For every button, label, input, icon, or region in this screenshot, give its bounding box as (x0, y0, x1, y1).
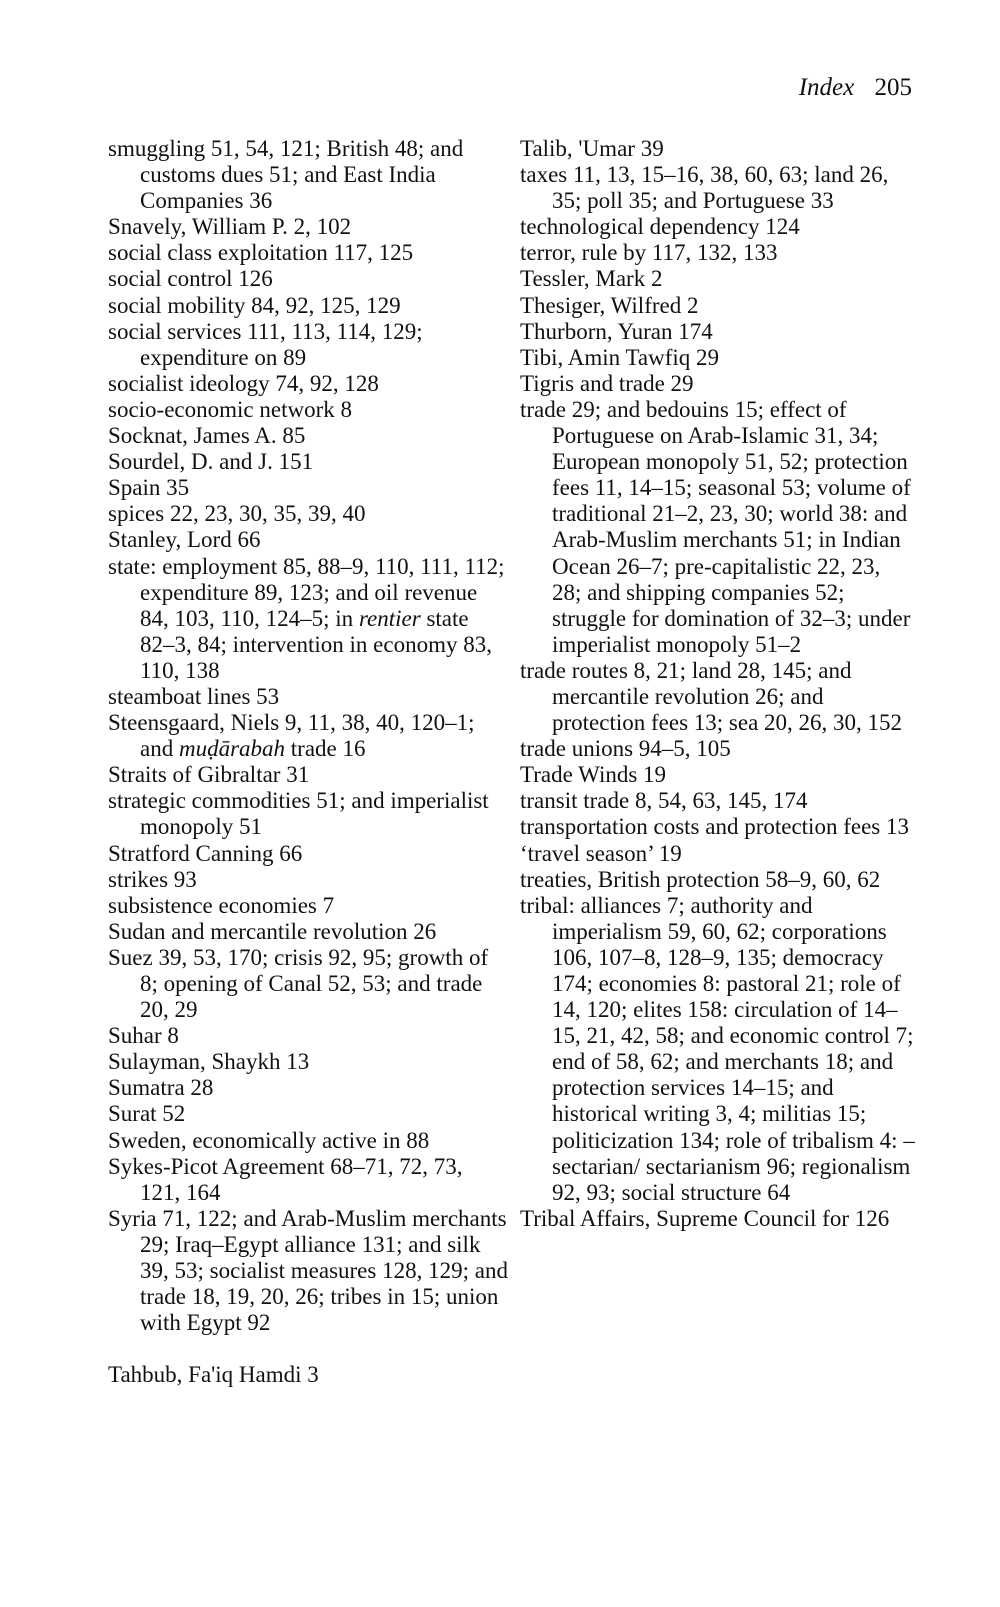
entry-text: Sulayman, Shaykh 13 (108, 1049, 310, 1075)
entry-text: taxes 11, 13, 15–16, 38, 60, 63; land 26, 35; poll 35; and Portuguese 33 (520, 162, 889, 214)
entry-text: Thurborn, Yuran 174 (520, 318, 713, 344)
index-entry (108, 867, 508, 893)
entry-text: Trade Winds 19 (520, 762, 667, 788)
entry-text: smuggling 51, 54, 121; British 48; and customs dues 51; and East India Companies 36 (108, 136, 464, 214)
index-entry (520, 867, 915, 893)
index-entry (520, 240, 915, 266)
index-entry (108, 266, 508, 292)
entry-text: Sykes-Picot Agreement 68–71, 72, 73, 121, 164 (108, 1153, 463, 1205)
index-entry (520, 162, 915, 214)
entry-text: Suhar 8 (108, 1023, 179, 1049)
index-entry (108, 1023, 508, 1049)
entry-text: Talib, 'Umar 39 (520, 136, 664, 161)
index-column-right (520, 136, 915, 1232)
index-entry (108, 319, 508, 371)
index-entry (108, 1049, 508, 1075)
index-entry (108, 1362, 508, 1388)
entry-text: Sourdel, D. and J. 151 (108, 449, 314, 475)
entry-text: social services 111, 113, 114, 129; expenditure on 89 (108, 318, 423, 370)
entry-text: tribal: alliances 7; authority and imperialism 59, 60, 62; corporations 106, 107–8, 128–9, 135; democracy 174; economies 8: pastoral 21; role of 14, 120; elites 158: circulation of 14–15, 21, 42, 58; and economic control 7; end of 58, 62; and merchants 18; and protection services 14–15; and historical writing 3, 4; militias 15; politicization 134; role of tribalism 4: –sectarian/ sectarianism 96; regionalism 92, 93; social structure 64 (520, 892, 915, 1205)
index-entry (108, 762, 508, 788)
entry-text: Snavely, William P. 2, 102 (108, 214, 352, 240)
index-entry (520, 293, 915, 319)
entry-text: Sudan and mercantile revolution 26 (108, 918, 437, 944)
index-entry (108, 554, 508, 684)
entry-text: socialist ideology 74, 92, 128 (108, 370, 379, 396)
index-entry (520, 319, 915, 345)
index-entry (108, 1206, 508, 1336)
entry-text: social control 126 (108, 266, 273, 292)
entry-text: trade 29; and bedouins 15; effect of Portuguese on Arab-Islamic 31, 34; European monopoly 51, 52; protection fees 11, 14–15; seasonal 53; volume of traditional 21–2, 23, 30; world 38: and Arab-Muslim merchants 51; in Indian Ocean 26–7; pre-capitalistic 22, 23, 28; and shipping companies 52; struggle for domination of 32–3; under imperialist monopoly 51–2 (520, 396, 911, 657)
index-entry (108, 919, 508, 945)
index-entry (108, 841, 508, 867)
running-header (799, 68, 912, 108)
entry-text: Tibi, Amin Tawfiq 29 (520, 344, 720, 370)
index-entry (108, 501, 508, 527)
index-entry (108, 710, 508, 762)
index-entry (520, 658, 915, 736)
entry-text: Tigris and trade 29 (520, 370, 694, 396)
index-entry (108, 1128, 508, 1154)
entry-text: technological dependency 124 (520, 214, 800, 240)
page-number: 205 (874, 74, 912, 101)
entry-text: Tahbub, Fa'iq Hamdi 3 (108, 1362, 319, 1388)
index-entry (520, 762, 915, 788)
index-entry (108, 527, 508, 553)
entry-text: terror, rule by 117, 132, 133 (520, 240, 778, 266)
entry-text: Suez 39, 53, 170; crisis 92, 95; growth of 8; opening of Canal 52, 53; and trade 20, 29 (108, 944, 489, 1023)
entry-text: Syria 71, 122; and Arab-Muslim merchants 29; Iraq–Egypt alliance 131; and silk 39, 53; socialist measures 128, 129; and trade 18, 19, 20, 26; tribes in 15; union with Egypt 92 (108, 1205, 508, 1336)
entry-text: strikes 93 (108, 866, 197, 892)
entry-text: Surat 52 (108, 1101, 186, 1127)
index-entry (108, 475, 508, 501)
entry-text: Spain 35 (108, 475, 190, 501)
entry-text: state: employment 85, 88–9, 110, 111, 112; expenditure 89, 123; and oil revenue 84, 103, 110, 124–5; in (108, 553, 505, 631)
entry-text: transportation costs and protection fees 13 (520, 814, 909, 840)
entry-text: steamboat lines 53 (108, 683, 280, 709)
index-entry (520, 736, 915, 762)
index-entry (520, 214, 915, 240)
index-entry (108, 293, 508, 319)
entry-text: Stanley, Lord 66 (108, 527, 261, 553)
entry-text: Socknat, James A. 85 (108, 423, 306, 449)
index-entry (108, 214, 508, 240)
entry-text: strategic commodities 51; and imperialist monopoly 51 (108, 788, 489, 840)
index-entry (520, 893, 915, 1206)
index-entry (108, 397, 508, 423)
index-column-left (108, 136, 508, 1388)
index-entry (520, 371, 915, 397)
entry-text: Tribal Affairs, Supreme Council for 126 (520, 1205, 890, 1231)
entry-text: ‘travel season’ 19 (520, 840, 682, 866)
index-entry (108, 449, 508, 475)
index-entry (108, 945, 508, 1023)
entry-text: socio-economic network 8 (108, 396, 352, 422)
entry-text: transit trade 8, 54, 63, 145, 174 (520, 788, 808, 814)
entry-text: social class exploitation 117, 125 (108, 240, 414, 266)
index-entry (108, 371, 508, 397)
entry-text: Sumatra 28 (108, 1075, 214, 1101)
index-entry (108, 136, 508, 214)
entry-text: Sweden, economically active in 88 (108, 1127, 430, 1153)
index-entry (108, 1075, 508, 1101)
entry-text: Steensgaard, Niels 9, 11, 38, 40, 120–1; and (108, 710, 475, 762)
entry-text: spices 22, 23, 30, 35, 39, 40 (108, 501, 366, 527)
header-title: Index (798, 74, 855, 101)
index-entry (108, 423, 508, 449)
index-entry (520, 814, 915, 840)
entry-text: trade unions 94–5, 105 (520, 736, 731, 762)
entry-italic-term: muḍārabah (178, 736, 286, 762)
index-entry (108, 684, 508, 710)
index-entry (520, 841, 915, 867)
entry-text: subsistence economies 7 (108, 892, 335, 918)
index-entry (108, 1154, 508, 1206)
index-entry (520, 397, 915, 658)
index-entry (108, 1101, 508, 1127)
entry-text: Stratford Canning 66 (108, 840, 303, 866)
entry-text: treaties, British protection 58–9, 60, 62 (520, 866, 881, 892)
index-entry (520, 1206, 915, 1232)
index-entry (108, 893, 508, 919)
entry-text: Tessler, Mark 2 (520, 266, 663, 292)
index-entry (520, 345, 915, 371)
entry-text-continued: state 82–3, 84; intervention in economy 83, 110, 138 (140, 605, 492, 683)
index-entry (520, 136, 915, 162)
entry-text: trade routes 8, 21; land 28, 145; and mercantile revolution 26; and protection fees 13; sea 20, 26, 30, 152 (520, 657, 903, 736)
index-entry (520, 788, 915, 814)
index-entry (520, 266, 915, 292)
entry-text: Straits of Gibraltar 31 (108, 762, 310, 788)
entry-text-continued: trade 16 (285, 736, 366, 762)
entry-text: Thesiger, Wilfred 2 (520, 292, 699, 318)
entry-italic-term: rentier (358, 605, 421, 631)
index-entry (108, 788, 508, 840)
entry-text: social mobility 84, 92, 125, 129 (108, 292, 401, 318)
index-entry (108, 240, 508, 266)
